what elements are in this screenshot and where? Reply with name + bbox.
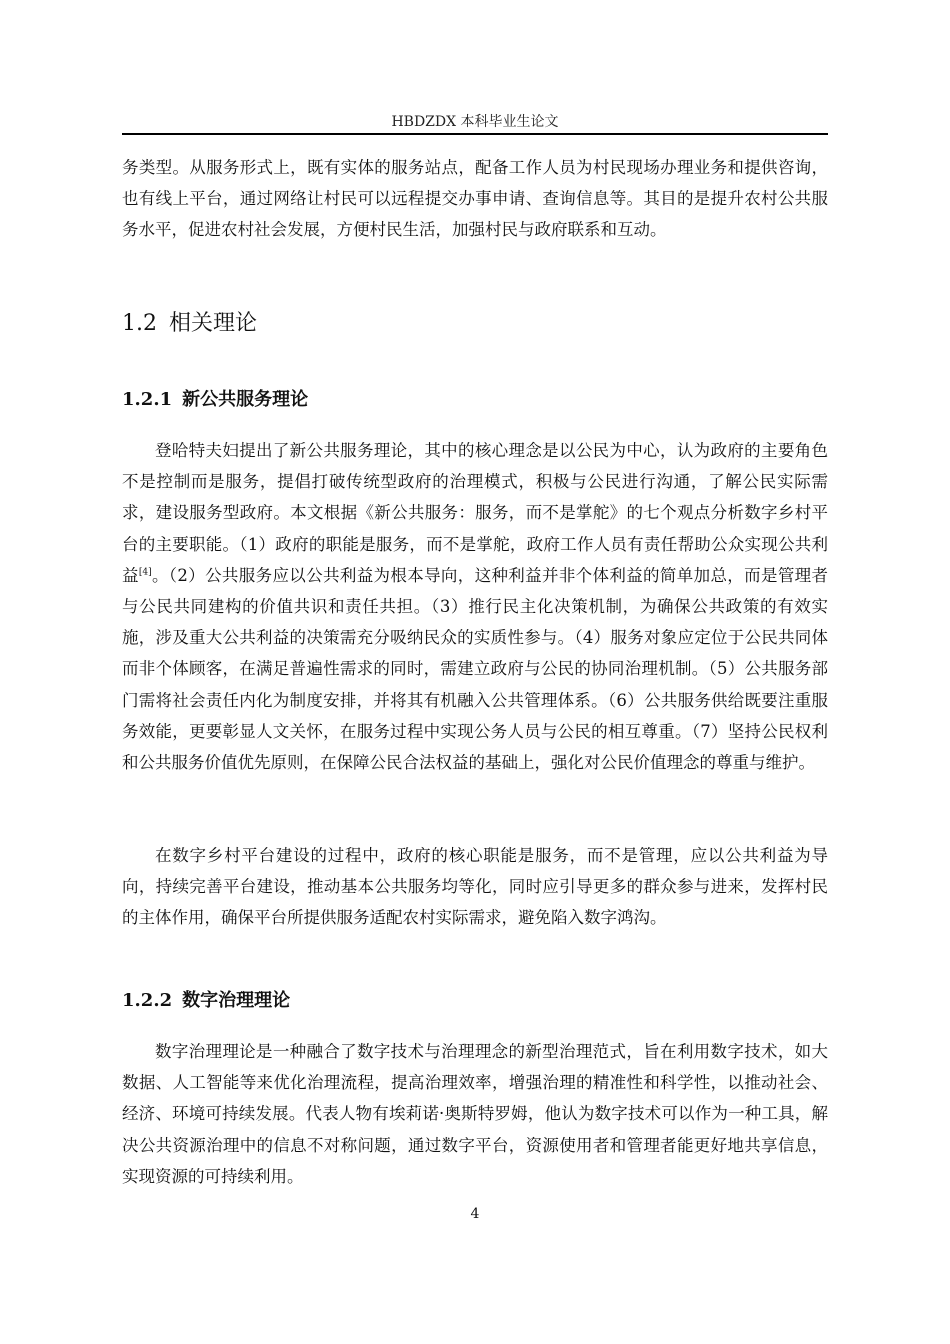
citation-reference: [4] — [138, 567, 152, 578]
subsection-number: 1.2.2 — [122, 990, 173, 1011]
subsection-heading-1-2-2 — [122, 988, 290, 1014]
paragraph-text: 。（2）公共服务应以公共利益为根本导向，这种利益并非个体利益的简单加总，而是管理者与公民共同建构的价值共识和责任共担。（3）推行民主化决策机制，为确保公共政策的有效实施，涉及重大公共利益的决策需充分吸纳民众的实质性参与。（4）服务对象应定位于公民共同体而非个体顾客，在满足普遍性需求的同时，需建立政府与公民的协同治理机制。（5）公共服务部门需将社会责任内化为制度安排，并将其有机融入公共管理体系。（6）公共服务供给既要注重服务效能，更要彰显人文关怀，在服务过程中实现公务人员与公民的相互尊重。（7）坚持公民权利和公共服务价值优先原则，在保障公民合法权益的基础上，强化对公民价值理念的尊重与维护。 — [122, 565, 829, 773]
body-paragraph: 数字治理理论是一种融合了数字技术与治理理念的新型治理范式，旨在利用数字技术，如大数据、人工智能等来优化治理流程，提高治理效率，增强治理的精准性和科学性，以推动社会、经济、环境可持续发展。代表人物有埃莉诺·奥斯特罗姆，他认为数字技术可以作为一种工具，解决公共资源治理中的信息不对称问题，通过数字平台，资源使用者和管理者能更好地共享信息，实现资源的可持续利用。 — [122, 1042, 828, 1186]
paragraph-text: 登哈特夫妇提出了新公共服务理论，其中的核心理念是以公民为中心，认为政府的主要角色不是控制而是服务，提倡打破传统型政府的治理模式，积极与公民进行沟通，了解公民实际需求，建设服务型政府。本文根据《新公共服务：服务，而不是掌舵》的七个观点分析数字乡村平台的主要职能。（1）政府的职能是服务，而不是掌舵，政府工作人员有责任帮助公众实现公共利益 — [122, 441, 828, 585]
subsection-title: 数字治理理论 — [182, 990, 291, 1011]
header-rule — [122, 133, 828, 135]
intro-paragraph: 务类型。从服务形式上，既有实体的服务站点，配备工作人员为村民现场办理业务和提供咨询，也有线上平台，通过网络让村民可以远程提交办事申请、查询信息等。其目的是提升农村公共服务水平，促进农村社会发展，方便村民生活，加强村民与政府联系和互动。 — [122, 158, 828, 240]
subsection-title: 新公共服务理论 — [182, 389, 309, 410]
subsection-heading-1-2-1 — [122, 387, 308, 413]
section-heading-1-2 — [122, 309, 257, 339]
section-number: 1.2 — [122, 311, 157, 336]
section-title: 相关理论 — [169, 311, 258, 336]
page-number: 4 — [470, 1206, 480, 1222]
subsection-number: 1.2.1 — [122, 389, 173, 410]
body-paragraph — [122, 435, 828, 778]
running-header: HBDZDX 本科毕业生论文 — [391, 114, 559, 130]
body-paragraph: 在数字乡村平台建设的过程中，政府的核心职能是服务，而不是管理，应以公共利益为导向，持续完善平台建设，推动基本公共服务均等化，同时应引导更多的群众参与进来，发挥村民的主体作用，确保平台所提供服务适配农村实际需求，避免陷入数字鸿沟。 — [122, 846, 828, 928]
